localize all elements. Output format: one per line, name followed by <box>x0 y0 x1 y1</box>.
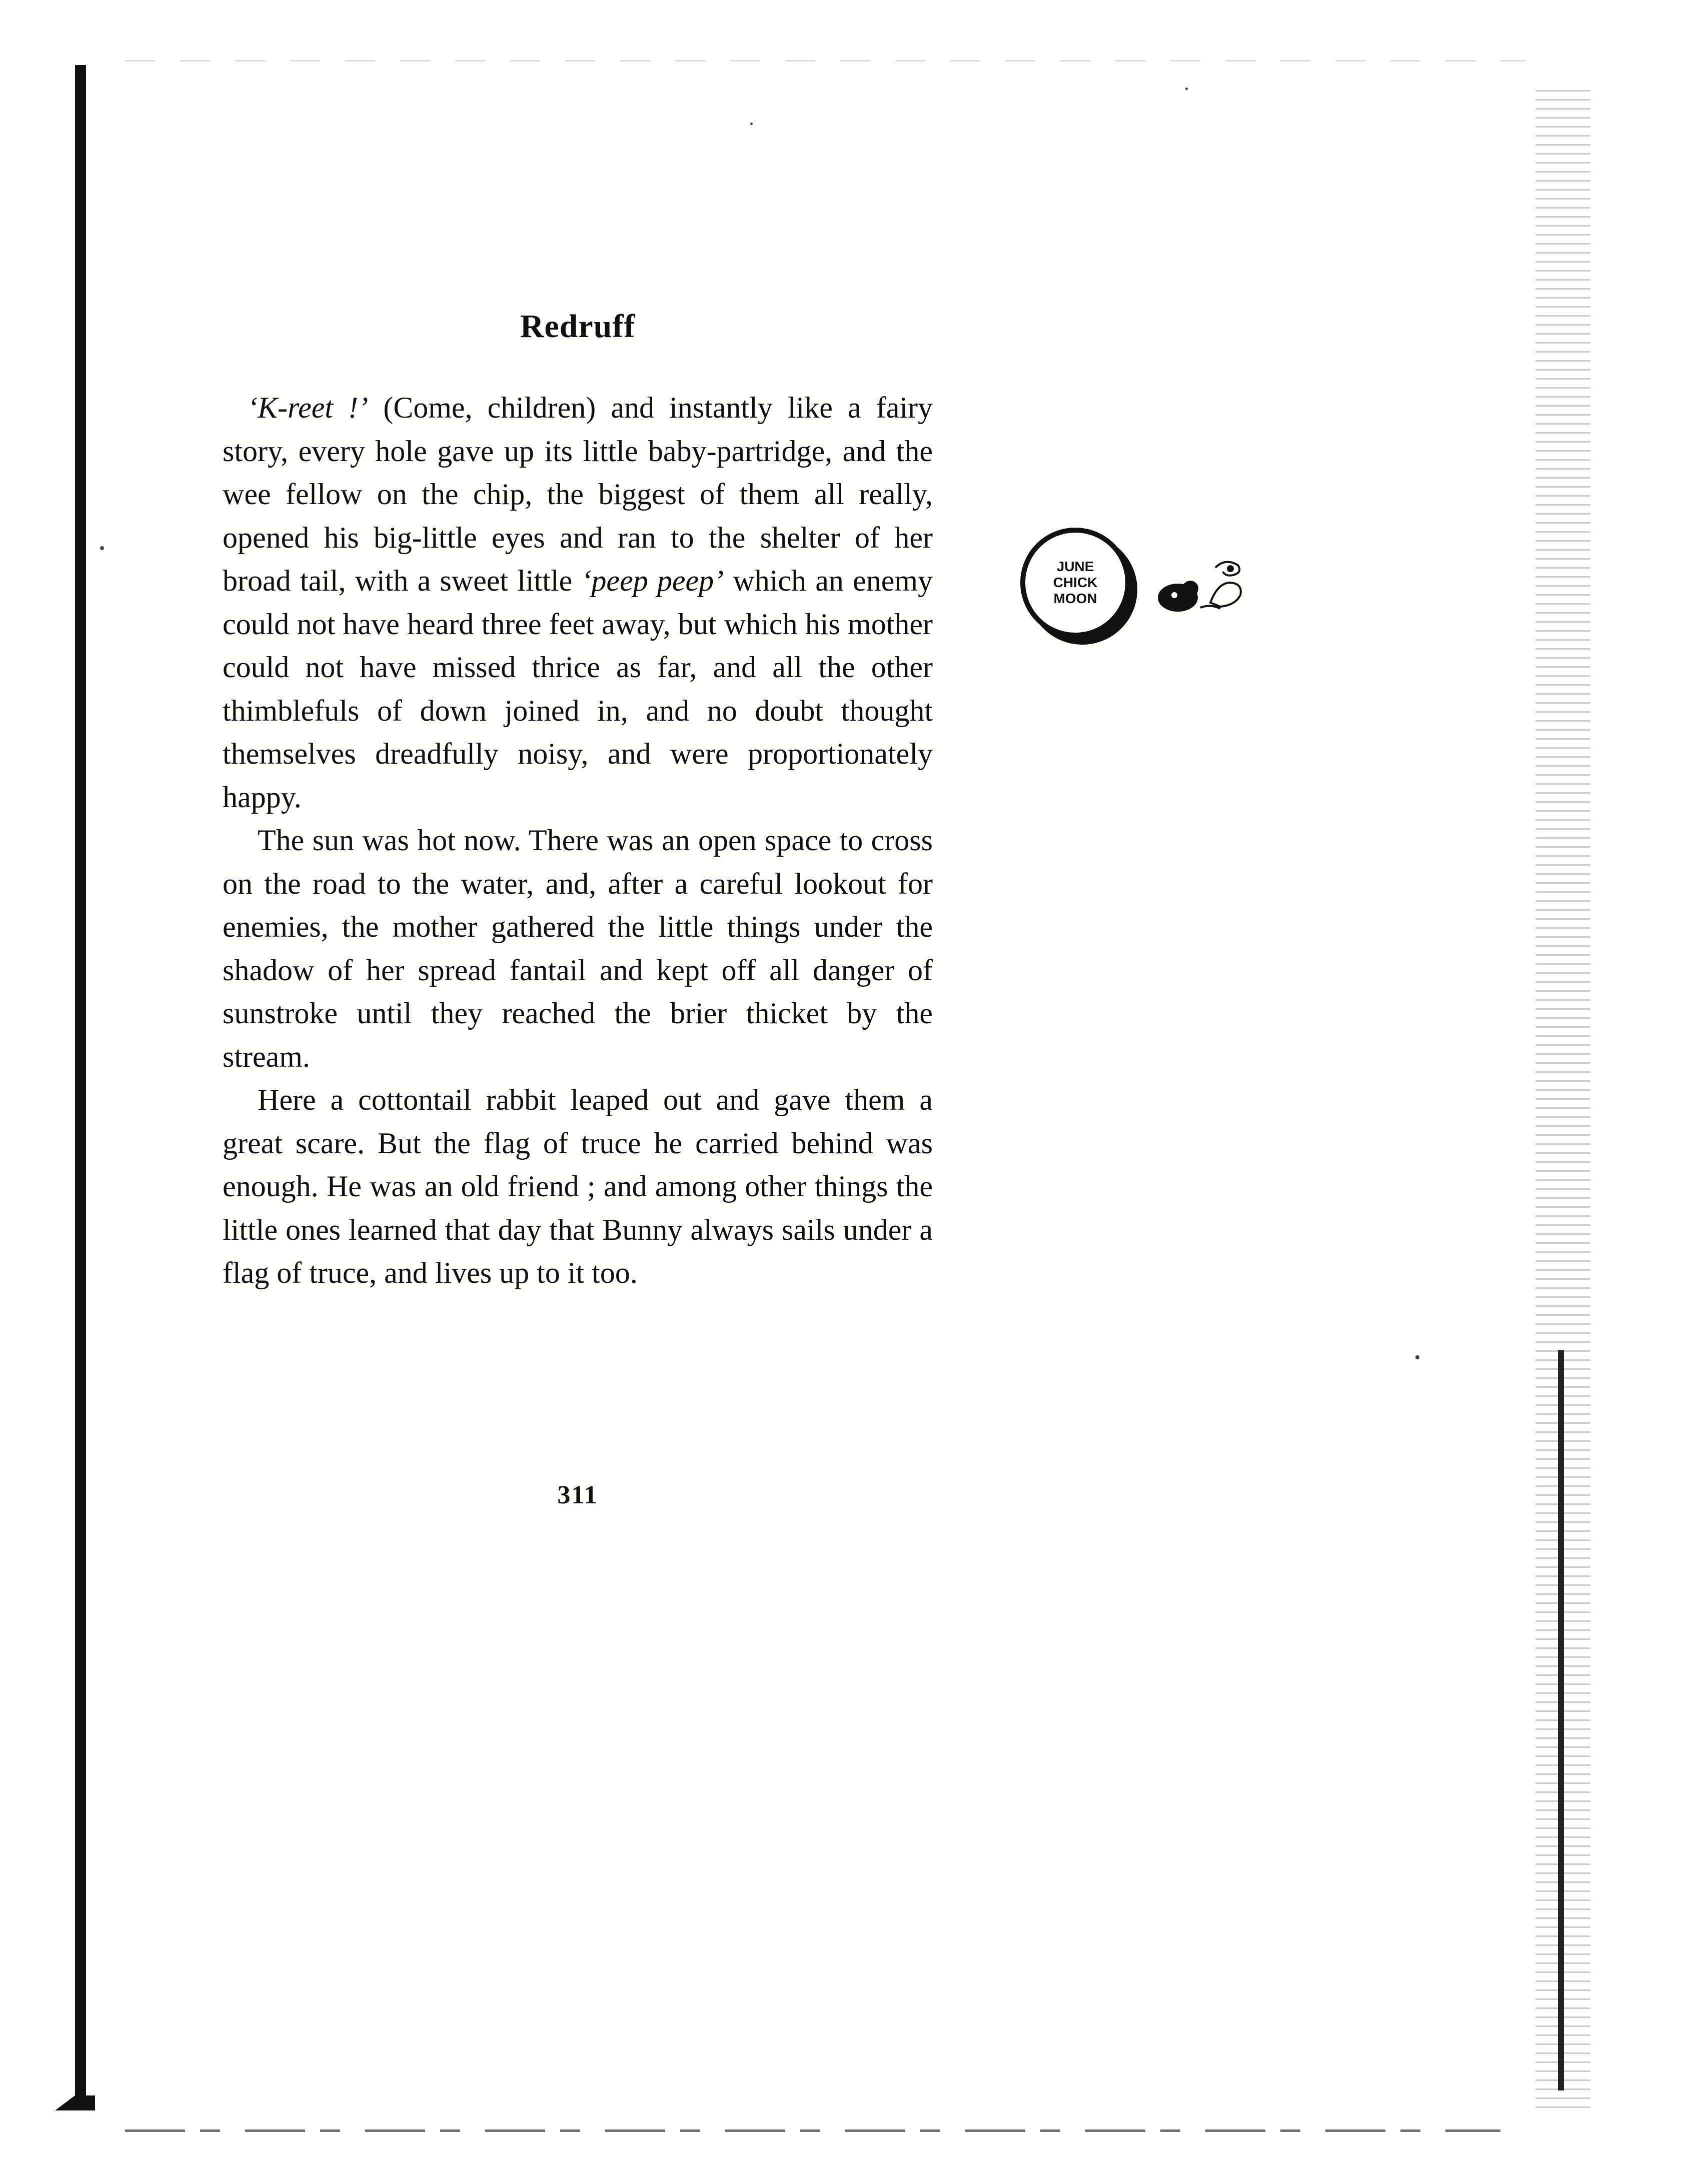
speck <box>1185 88 1188 90</box>
paragraph-1-tail: which an enemy could not have heard three feet away, but which his mother could not have missed thrice as far, and all the other thimblefuls of down joined in, and no doubt thought themselves dreadfully noisy, and were proportionately happy. <box>223 564 933 814</box>
binding-shadow-foot <box>55 2095 95 2110</box>
paragraph-2: The sun was hot now. There was an open space to cross on the road to the water, and, after a careful lookout for enemies, the mother gathered the little things under the shadow of her spread fantail and kept off all danger of sunstroke until they reached the brier thicket by the stream. <box>223 824 933 1073</box>
moon-badge-line-3: MOON <box>1053 591 1097 606</box>
speck <box>100 546 104 550</box>
binding-shadow-left <box>75 65 86 2105</box>
page-top-edge <box>125 60 1525 62</box>
paragraph-1-text: (Come, children) and instantly like a fairy story, every hole gave up its little baby-partridge, and the wee fellow on the chip, the biggest of them all really, opened his big-little eyes and ran to the shelter of her broad tail, with a sweet little <box>223 391 933 597</box>
body-text <box>223 386 933 1295</box>
moon-badge-line-1: JUNE <box>1056 559 1094 574</box>
june-chick-moon-badge <box>1020 528 1130 638</box>
paragraph-1-mid-italic: ‘peep peep’ <box>581 564 724 597</box>
page-number: 311 <box>557 1481 598 1509</box>
gutter-bar-right <box>1558 1350 1564 2090</box>
paragraph-1-lead-italic: ‘K-reet !’ <box>248 391 369 424</box>
speck <box>1415 1355 1419 1359</box>
page-bottom-edge <box>125 2129 1500 2132</box>
speck <box>750 123 753 125</box>
paragraph-3: Here a cottontail rabbit leaped out and gave them a great scare. But the flag of truce he carried behind was enough. He was an old friend ; and among other things the little ones learned that day that Bunny always sails under a flag of truce, and lives up to it too. <box>223 1083 933 1289</box>
partridge-chick-icon <box>1150 548 1250 623</box>
moon-badge-line-2: CHICK <box>1053 575 1098 590</box>
running-head: Redruff <box>520 308 636 345</box>
paragraph-1 <box>223 386 933 819</box>
